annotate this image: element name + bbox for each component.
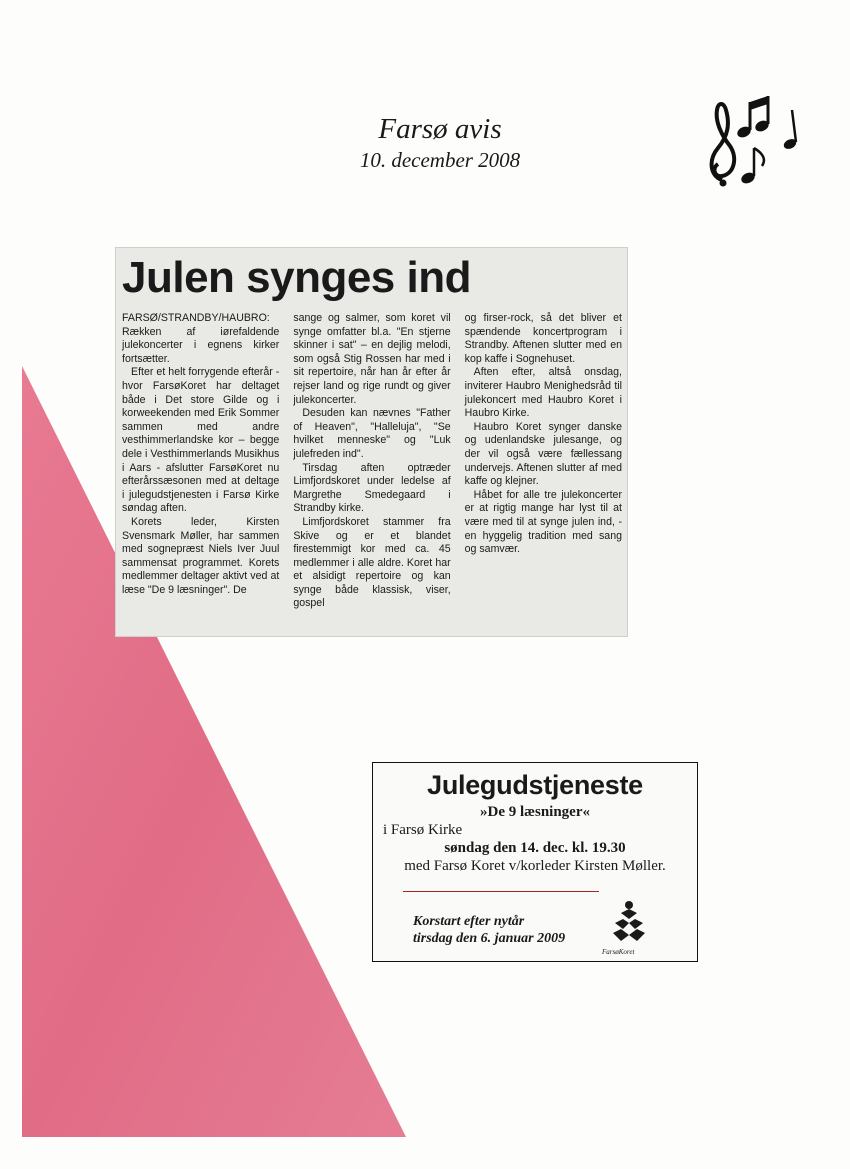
newspaper-date: 10. december 2008 (359, 148, 521, 172)
article-paragraph: Tirsdag aften optræder Limfjordskoret under ledelse af Margrethe Smedegaard i Strandby kirke. (293, 461, 451, 515)
article-column-3 (465, 312, 622, 611)
article-paragraph: Limfjordskoret stammer fra Skive og er et blandet firestemmigt kor med ca. 45 medlemmer i alle aldre. Koret har et alsidigt repertoire og kan synge både klassisk, viser, gospel (293, 515, 451, 610)
ad-performers: med Farsø Koret v/korleder Kirsten Møller. (404, 858, 666, 874)
ad-footer-line: tirsdag den 6. januar 2009 (413, 931, 566, 946)
article-headline: Julen synges ind (122, 253, 471, 302)
article-paragraph: Korets leder, Kirsten Svensmark Møller, har sammen med sognepræst Niels Iver Juul sammensat programmet. Korets medlemmer deltager aktivt ved at læse "De 9 læsninger". De (122, 515, 280, 596)
article-column-2 (293, 312, 450, 611)
article-paragraph: Håbet for alle tre julekoncerter er at rigtig mange har lyst til at være med til at synge julen ind, - en hyggelig tradition med sang og samvær. (464, 488, 622, 556)
choir-logo-text: FarsøKoret (602, 948, 635, 956)
newspaper-name: Farsø avis (378, 113, 502, 145)
article-paragraph: og firser-rock, så det bliver et spændende koncertprogram i Strandby. Aftenen slutter med en kop kaffe i Sognehuset. (464, 312, 622, 365)
newspaper-clipping (115, 247, 628, 637)
article-column-1 (122, 312, 279, 611)
article-paragraph: sange og salmer, som koret vil synge omfatter bl.a. "En stjerne skinner i sat" – en dejlig melodi, som også Stig Rossen har med i sit repertoire, når han år efter år rejser land og rige rundt og giver julekoncerter. (293, 312, 451, 406)
choir-logo-icon (611, 899, 647, 949)
article-paragraph: Aften efter, altså onsdag, inviterer Haubro Menighedsråd til julekoncert med Haubro Koret i Haubro Kirke. (464, 366, 622, 420)
service-advertisement (372, 762, 698, 962)
article-paragraph: Haubro Koret synger danske og udenlandske julesange, og der vil også være fællessang undervejs. Aftenen slutter af med kaffe og klejner. (464, 420, 622, 488)
article-paragraph: Desuden kan nævnes "Father of Heaven", "Halleluja", "Se hvilket menneske" og "Luk julefreden ind". (293, 407, 451, 460)
article-body (122, 312, 622, 611)
ad-footer (413, 913, 565, 947)
ad-subtitle: »De 9 læsninger« (480, 804, 590, 820)
ad-footer-line: Korstart efter nytår (413, 914, 525, 929)
newspaper-header (300, 112, 580, 174)
music-notes-icon (700, 88, 805, 193)
ad-divider (403, 891, 599, 892)
article-paragraph: FARSØ/STRANDBY/HAUBRO: Rækken af iørefaldende julekoncerter i egnens kirker fortsætter. (122, 312, 280, 365)
ad-datetime: søndag den 14. dec. kl. 19.30 (444, 840, 626, 856)
ad-location: i Farsø Kirke (383, 822, 463, 838)
ad-title: Julegudstjeneste (427, 770, 643, 800)
article-paragraph: Efter et helt forrygende efterår - hvor FarsøKoret har deltaget både i Det store Gilde og i korweekenden med Erik Sommer sammen med andre vesthimmerlandske kor – begge dele i Vesthimmerlands Musikhus i Aars - afslutter FarsøKoret nu efterårssæsonen med at deltage i julegudstjenesten i Farsø Kirke søndag aften. (122, 366, 280, 515)
